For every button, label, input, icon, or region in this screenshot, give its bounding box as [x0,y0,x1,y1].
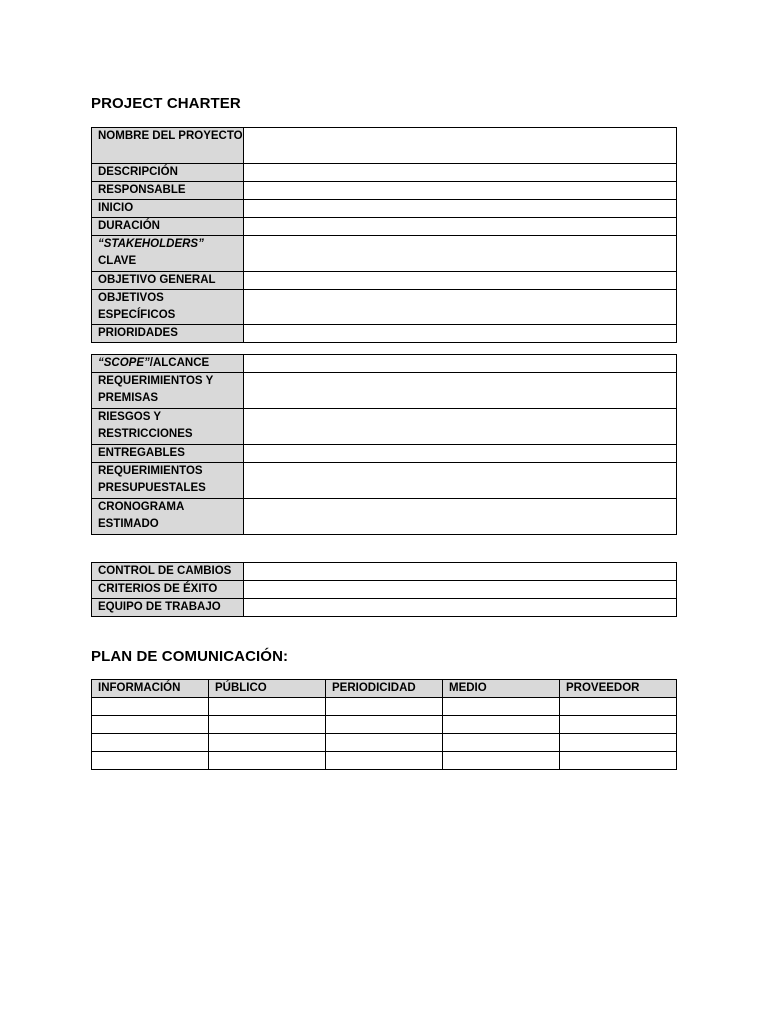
header-informacion: INFORMACIÓN [92,680,209,698]
table-row [92,272,677,290]
communication-plan-table [91,679,677,770]
table-cell[interactable] [560,716,677,734]
table-row [92,581,677,599]
charter-general-table [91,127,677,343]
duracion-field[interactable] [244,218,677,236]
table-cell[interactable] [560,734,677,752]
table-cell[interactable] [209,752,326,770]
entregables-field[interactable] [244,445,677,463]
stakeholders-quoted: “STAKEHOLDERS” [98,238,204,250]
table-header-row [92,680,677,698]
table-cell[interactable] [326,698,443,716]
table-row [92,128,677,164]
table-row [92,325,677,343]
objetivos-especificos-field[interactable] [244,290,677,325]
table-row [92,200,677,218]
table-row [92,409,677,445]
table-cell[interactable] [92,716,209,734]
scope-quoted: “SCOPE” [98,357,150,369]
table-row [92,599,677,617]
descripcion-label: DESCRIPCIÓN [92,164,244,182]
prioridades-label: PRIORIDADES [92,325,244,343]
duracion-label: DURACIÓN [92,218,244,236]
equipo-trabajo-field[interactable] [244,599,677,617]
cronograma-label: CRONOGRAMA ESTIMADO [92,499,244,535]
riesgos-field[interactable] [244,409,677,445]
entregables-label: ENTREGABLES [92,445,244,463]
table-row [92,563,677,581]
table-row [92,499,677,535]
table-row [92,290,677,325]
table-row [92,463,677,499]
objetivo-general-field[interactable] [244,272,677,290]
table-row [92,355,677,373]
table-cell[interactable] [209,698,326,716]
header-medio: MEDIO [443,680,560,698]
table-cell[interactable] [326,752,443,770]
stakeholders-label [92,236,244,272]
communication-plan-title: PLAN DE COMUNICACIÓN: [91,648,289,665]
table-row [92,218,677,236]
table-cell[interactable] [209,734,326,752]
equipo-trabajo-label: EQUIPO DE TRABAJO [92,599,244,617]
inicio-field[interactable] [244,200,677,218]
table-cell[interactable] [560,752,677,770]
prioridades-field[interactable] [244,325,677,343]
descripcion-field[interactable] [244,164,677,182]
table-cell[interactable] [326,734,443,752]
presupuestales-label: REQUERIMIENTOS PRESUPUESTALES [92,463,244,499]
riesgos-label: RIESGOS Y RESTRICCIONES [92,409,244,445]
table-row [92,164,677,182]
table-cell[interactable] [443,716,560,734]
criterios-exito-label: CRITERIOS DE ÉXITO [92,581,244,599]
table-cell[interactable] [326,716,443,734]
inicio-label: INICIO [92,200,244,218]
responsable-label: RESPONSABLE [92,182,244,200]
requerimientos-premisas-label: REQUERIMIENTOS Y PREMISAS [92,373,244,409]
header-periodicidad: PERIODICIDAD [326,680,443,698]
table-row [92,236,677,272]
table-row [92,182,677,200]
table-cell[interactable] [92,752,209,770]
criterios-exito-field[interactable] [244,581,677,599]
table-cell[interactable] [443,752,560,770]
table-row [92,752,677,770]
requerimientos-premisas-field[interactable] [244,373,677,409]
objetivos-especificos-label: OBJETIVOS ESPECÍFICOS [92,290,244,325]
scope-label [92,355,244,373]
charter-scope-table [91,354,677,535]
responsable-field[interactable] [244,182,677,200]
scope-field[interactable] [244,355,677,373]
table-row [92,734,677,752]
stakeholders-rest: CLAVE [98,255,137,267]
nombre-label: NOMBRE DEL PROYECTO [92,128,244,164]
table-row [92,698,677,716]
table-row [92,716,677,734]
table-row [92,445,677,463]
scope-rest: /ALCANCE [149,357,210,369]
objetivo-general-label: OBJETIVO GENERAL [92,272,244,290]
table-row [92,373,677,409]
presupuestales-field[interactable] [244,463,677,499]
charter-control-table [91,562,677,617]
table-cell[interactable] [443,698,560,716]
header-publico: PÚBLICO [209,680,326,698]
project-charter-title: PROJECT CHARTER [91,95,241,112]
table-cell[interactable] [209,716,326,734]
control-cambios-label: CONTROL DE CAMBIOS [92,563,244,581]
table-cell[interactable] [560,698,677,716]
table-cell[interactable] [92,734,209,752]
header-proveedor: PROVEEDOR [560,680,677,698]
stakeholders-field[interactable] [244,236,677,272]
cronograma-field[interactable] [244,499,677,535]
nombre-field[interactable] [244,128,677,164]
table-cell[interactable] [92,698,209,716]
control-cambios-field[interactable] [244,563,677,581]
table-cell[interactable] [443,734,560,752]
